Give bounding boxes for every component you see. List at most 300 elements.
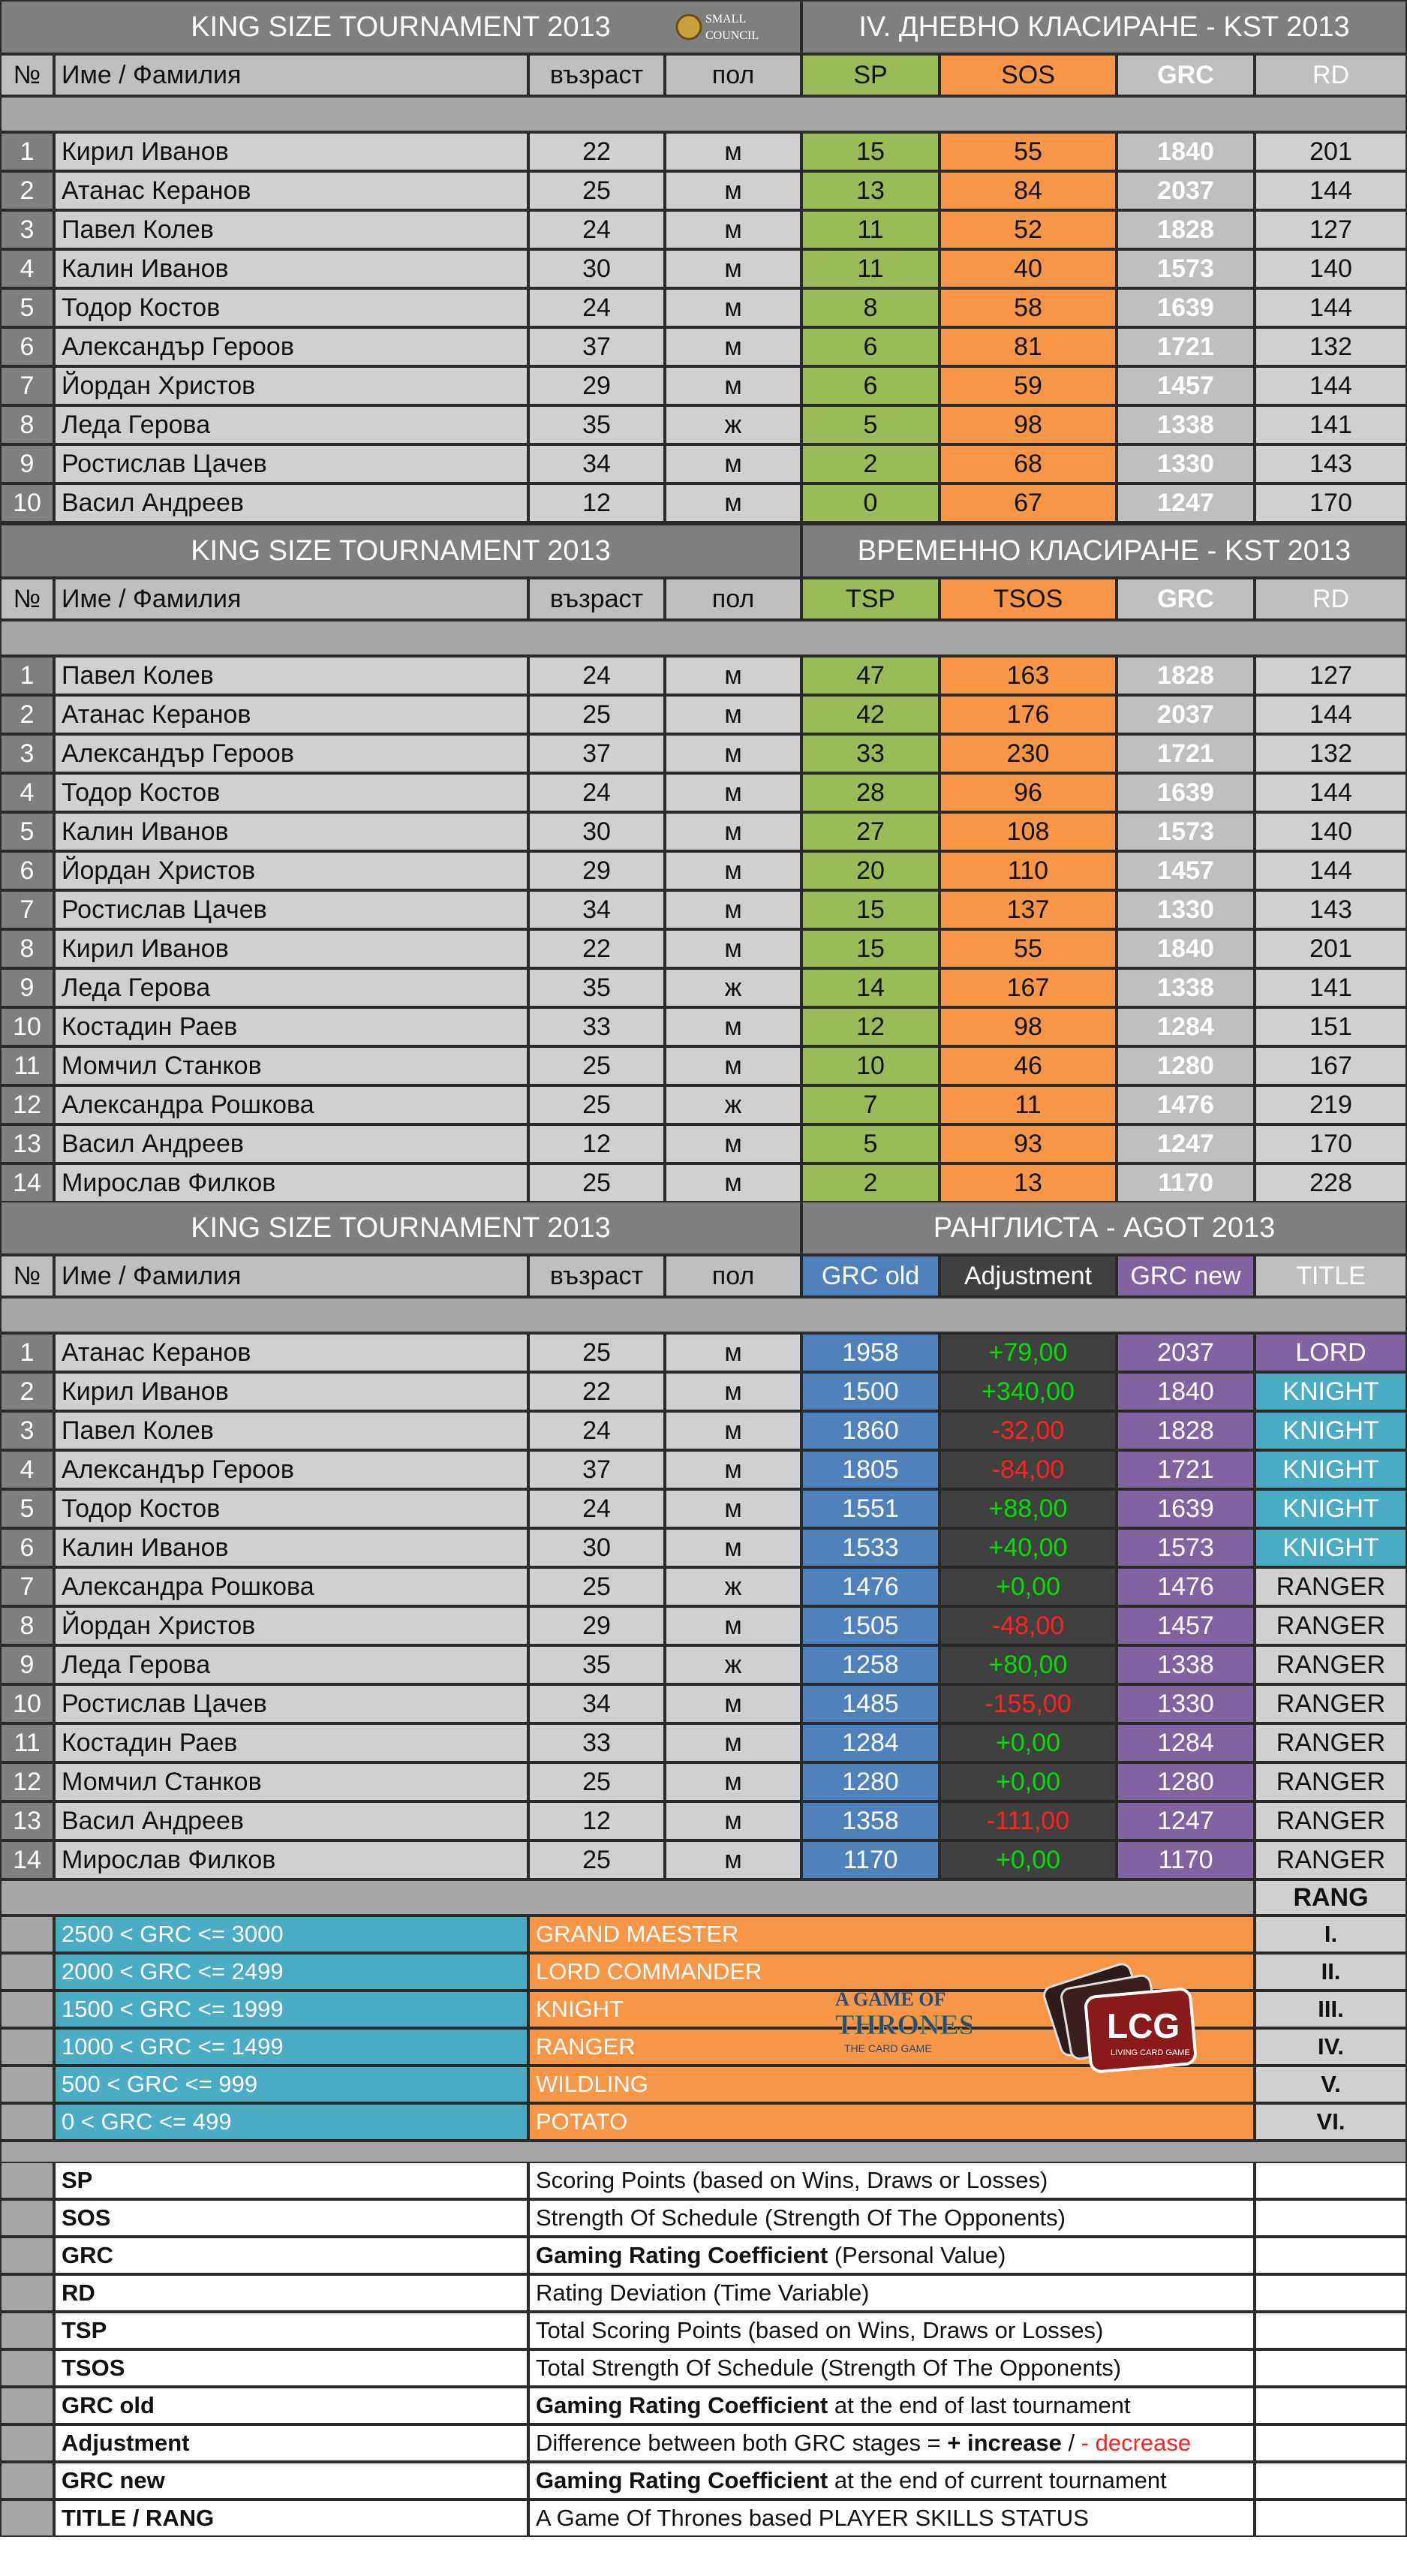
player-name: Момчил Станков	[54, 1762, 528, 1801]
score-a: 20	[801, 851, 940, 890]
player-name: Васил Андреев	[54, 483, 528, 522]
score-b: +88,00	[940, 1489, 1117, 1528]
spacer	[0, 1953, 54, 1991]
table-row	[0, 1085, 1407, 1124]
column-header: №	[0, 1255, 54, 1297]
player-name: Кирил Иванов	[54, 929, 528, 968]
column-header-row	[0, 1255, 1407, 1297]
table-row	[0, 695, 1407, 734]
legend-blank	[1255, 2312, 1407, 2349]
spacer	[0, 2462, 54, 2499]
rank-number: 9	[0, 1645, 54, 1684]
score-c: 1280	[1117, 1762, 1255, 1801]
table-row	[0, 171, 1407, 210]
player-name: Кирил Иванов	[54, 1372, 528, 1411]
score-a: 2	[801, 444, 940, 483]
score-b: 84	[940, 171, 1117, 210]
age: 24	[528, 288, 665, 327]
legend-text: at the end of current tournament	[828, 2467, 1167, 2493]
column-header: SOS	[940, 54, 1117, 96]
legend-separator: /	[1061, 2430, 1081, 2456]
legend-text: (Personal Value)	[828, 2242, 1006, 2268]
legend-table	[0, 2162, 1407, 2576]
score-c: 1330	[1117, 1684, 1255, 1723]
rank-number: 7	[0, 1567, 54, 1606]
score-d: 219	[1255, 1085, 1407, 1124]
score-d: 144	[1255, 851, 1407, 890]
gender: м	[665, 812, 801, 851]
gender: м	[665, 1840, 801, 1879]
rank-numeral: I.	[1255, 1915, 1407, 1953]
rank-number: 7	[0, 890, 54, 929]
table-row	[0, 1489, 1407, 1528]
legend-text: Scoring Points (based on Wins, Draws or Losses)	[536, 2167, 1048, 2193]
score-a: 1284	[801, 1723, 940, 1762]
gender: м	[665, 1762, 801, 1801]
score-a: 1958	[801, 1333, 940, 1372]
column-header-row	[0, 54, 1407, 96]
column-header: GRC old	[801, 1255, 940, 1297]
grc-range: 2000 < GRC <= 2499	[54, 1953, 528, 1991]
player-name: Васил Андреев	[54, 1124, 528, 1163]
age: 37	[528, 1450, 665, 1489]
gender: м	[665, 483, 801, 522]
gender: м	[665, 1333, 801, 1372]
rank-number: 13	[0, 1124, 54, 1163]
player-name: Ростислав Цачев	[54, 444, 528, 483]
score-d: RANGER	[1255, 1684, 1407, 1723]
score-a: 42	[801, 695, 940, 734]
rank-number: 9	[0, 968, 54, 1007]
legend-definition	[528, 2499, 1255, 2537]
score-a: 6	[801, 327, 940, 366]
score-c: 1721	[1117, 327, 1255, 366]
grc-range: 0 < GRC <= 499	[54, 2103, 528, 2141]
rank-number: 6	[0, 327, 54, 366]
legend-term: TSOS	[54, 2349, 528, 2387]
age: 12	[528, 1124, 665, 1163]
table-row	[0, 656, 1407, 695]
grc-range: 1500 < GRC <= 1999	[54, 1991, 528, 2028]
svg-text:SMALL: SMALL	[705, 13, 747, 26]
rank-number: 2	[0, 695, 54, 734]
column-header: възраст	[528, 1255, 665, 1297]
score-d: 228	[1255, 1163, 1407, 1202]
column-header: TSP	[801, 578, 940, 620]
table-row	[0, 327, 1407, 366]
score-b: -111,00	[940, 1801, 1117, 1840]
table-row	[0, 1372, 1407, 1411]
score-b: 108	[940, 812, 1117, 851]
spacer	[0, 2424, 54, 2462]
legend-bold-term: Gaming Rating Coefficient	[536, 2242, 828, 2268]
score-b: 230	[940, 734, 1117, 773]
score-a: 15	[801, 132, 940, 171]
score-c: 1476	[1117, 1567, 1255, 1606]
rank-number: 5	[0, 1489, 54, 1528]
rank-number: 4	[0, 1450, 54, 1489]
player-name: Тодор Костов	[54, 1489, 528, 1528]
column-header: пол	[665, 1255, 801, 1297]
score-d: 132	[1255, 734, 1407, 773]
gender: м	[665, 1489, 801, 1528]
rank-number: 8	[0, 929, 54, 968]
grc-range: 1000 < GRC <= 1499	[54, 2028, 528, 2066]
spacer	[0, 2312, 54, 2349]
svg-text:THE CARD GAME: THE CARD GAME	[844, 2042, 932, 2054]
score-c: 1330	[1117, 890, 1255, 929]
table-row	[0, 929, 1407, 968]
age: 24	[528, 210, 665, 249]
score-d: RANGER	[1255, 1567, 1407, 1606]
legend-term: GRC new	[54, 2462, 528, 2499]
age: 29	[528, 851, 665, 890]
standings-title: IV. ДНЕВНО КЛАСИРАНЕ - KST 2013	[801, 0, 1407, 54]
score-b: +0,00	[940, 1762, 1117, 1801]
tournament-title: KING SIZE TOURNAMENT 2013	[0, 524, 801, 578]
player-name: Атанас Керанов	[54, 171, 528, 210]
spacer	[0, 2387, 54, 2424]
age: 33	[528, 1723, 665, 1762]
spacer	[0, 2066, 54, 2103]
score-a: 15	[801, 929, 940, 968]
score-b: 67	[940, 483, 1117, 522]
score-a: 7	[801, 1085, 940, 1124]
score-b: -32,00	[940, 1411, 1117, 1450]
legend-definition	[528, 2199, 1255, 2237]
rank-number: 2	[0, 171, 54, 210]
legend-definition	[528, 2349, 1255, 2387]
player-name: Ростислав Цачев	[54, 890, 528, 929]
score-c: 2037	[1117, 695, 1255, 734]
svg-text:COUNCIL: COUNCIL	[705, 29, 759, 42]
score-b: +340,00	[940, 1372, 1117, 1411]
score-d: 201	[1255, 132, 1407, 171]
score-d: LORD	[1255, 1333, 1407, 1372]
table-row	[0, 1333, 1407, 1372]
legend-row	[0, 2162, 1407, 2199]
legend-blank	[1255, 2237, 1407, 2274]
score-c: 1828	[1117, 210, 1255, 249]
age: 24	[528, 773, 665, 812]
table-row	[0, 1046, 1407, 1085]
score-a: 5	[801, 405, 940, 444]
spacer	[0, 2028, 54, 2066]
score-b: +80,00	[940, 1645, 1117, 1684]
legend-row	[0, 2312, 1407, 2349]
score-d: 140	[1255, 249, 1407, 288]
legend-blank	[1255, 2462, 1407, 2499]
player-name: Костадин Раев	[54, 1007, 528, 1046]
player-name: Тодор Костов	[54, 288, 528, 327]
table-row	[0, 288, 1407, 327]
age: 34	[528, 444, 665, 483]
legend-term: TITLE / RANG	[54, 2499, 528, 2537]
legend-term: SOS	[54, 2199, 528, 2237]
daily-standings-table	[0, 0, 1407, 517]
score-c: 1573	[1117, 1528, 1255, 1567]
gender: м	[665, 851, 801, 890]
player-name: Тодор Костов	[54, 773, 528, 812]
score-b: 93	[940, 1124, 1117, 1163]
svg-text:A GAME OF: A GAME OF	[835, 1988, 946, 2010]
spacer	[0, 2499, 54, 2537]
player-name: Калин Иванов	[54, 812, 528, 851]
score-c: 1457	[1117, 366, 1255, 405]
legend-text: Total Scoring Points (based on Wins, Draws or Losses)	[536, 2317, 1104, 2343]
score-b: 81	[940, 327, 1117, 366]
score-d: RANGER	[1255, 1801, 1407, 1840]
tournament-title: KING SIZE TOURNAMENT 2013	[0, 1201, 801, 1255]
player-name: Александър Героов	[54, 327, 528, 366]
spacer	[0, 1915, 54, 1953]
age: 25	[528, 1840, 665, 1879]
rank-number: 8	[0, 1606, 54, 1645]
column-header: GRC new	[1117, 1255, 1255, 1297]
score-d: 143	[1255, 444, 1407, 483]
legend-row	[0, 2199, 1407, 2237]
age: 24	[528, 1411, 665, 1450]
gender: м	[665, 1684, 801, 1723]
score-a: 1533	[801, 1528, 940, 1567]
rank-row	[0, 1915, 1407, 1953]
legend-text: Total Strength Of Schedule (Strength Of The Opponents)	[536, 2355, 1122, 2381]
player-name: Калин Иванов	[54, 249, 528, 288]
score-b: 163	[940, 656, 1117, 695]
gender: м	[665, 1007, 801, 1046]
score-a: 10	[801, 1046, 940, 1085]
score-a: 12	[801, 1007, 940, 1046]
score-a: 5	[801, 1124, 940, 1163]
rank-number: 10	[0, 1007, 54, 1046]
score-a: 6	[801, 366, 940, 405]
score-b: 167	[940, 968, 1117, 1007]
age: 25	[528, 1333, 665, 1372]
legend-bold-term: Gaming Rating Coefficient	[536, 2392, 828, 2418]
age: 25	[528, 1762, 665, 1801]
score-d: 144	[1255, 288, 1407, 327]
spacer	[0, 1991, 54, 2028]
score-b: 98	[940, 1007, 1117, 1046]
table-row	[0, 1567, 1407, 1606]
score-b: 68	[940, 444, 1117, 483]
rank-number: 11	[0, 1046, 54, 1085]
score-c: 1476	[1117, 1085, 1255, 1124]
score-c: 1828	[1117, 1411, 1255, 1450]
score-c: 1457	[1117, 1606, 1255, 1645]
score-a: 1505	[801, 1606, 940, 1645]
column-header: RD	[1255, 578, 1407, 620]
legend-term: Adjustment	[54, 2424, 528, 2462]
column-header: Име / Фамилия	[54, 578, 528, 620]
table-row	[0, 1606, 1407, 1645]
rank-number: 5	[0, 288, 54, 327]
age: 25	[528, 1085, 665, 1124]
score-c: 1573	[1117, 812, 1255, 851]
column-header: възраст	[528, 54, 665, 96]
score-c: 1247	[1117, 1801, 1255, 1840]
age: 25	[528, 695, 665, 734]
legend-increase: + increase	[947, 2430, 1062, 2456]
legend-text: Difference between both GRC stages =	[536, 2430, 948, 2456]
player-name: Йордан Христов	[54, 1606, 528, 1645]
score-b: 11	[940, 1085, 1117, 1124]
score-a: 1170	[801, 1840, 940, 1879]
rank-number: 3	[0, 1411, 54, 1450]
column-header: пол	[665, 54, 801, 96]
legend-row	[0, 2499, 1407, 2537]
score-c: 1573	[1117, 249, 1255, 288]
score-a: 33	[801, 734, 940, 773]
score-d: 170	[1255, 483, 1407, 522]
gender: м	[665, 656, 801, 695]
table-row	[0, 1411, 1407, 1450]
gender: м	[665, 1124, 801, 1163]
gender: м	[665, 929, 801, 968]
score-d: RANGER	[1255, 1762, 1407, 1801]
legend-blank	[1255, 2349, 1407, 2387]
rank-number: 10	[0, 483, 54, 522]
age: 12	[528, 1801, 665, 1840]
legend-blank	[1255, 2199, 1407, 2237]
rank-number: 11	[0, 1723, 54, 1762]
gender: м	[665, 1450, 801, 1489]
player-name: Леда Герова	[54, 405, 528, 444]
score-b: 58	[940, 288, 1117, 327]
lcg-logo	[1036, 1952, 1208, 2083]
score-a: 11	[801, 249, 940, 288]
rank-number: 1	[0, 1333, 54, 1372]
spacer	[0, 1297, 1407, 1333]
rank-number: 3	[0, 210, 54, 249]
legend-row	[0, 2274, 1407, 2312]
gender: м	[665, 773, 801, 812]
score-c: 1247	[1117, 1124, 1255, 1163]
legend-row	[0, 2387, 1407, 2424]
rank-number: 4	[0, 773, 54, 812]
score-c: 1721	[1117, 734, 1255, 773]
gender: м	[665, 890, 801, 929]
age: 29	[528, 366, 665, 405]
gender: ж	[665, 405, 801, 444]
rank-number: 14	[0, 1840, 54, 1879]
score-d: KNIGHT	[1255, 1411, 1407, 1450]
score-a: 0	[801, 483, 940, 522]
score-d: KNIGHT	[1255, 1372, 1407, 1411]
score-a: 1280	[801, 1762, 940, 1801]
age: 37	[528, 734, 665, 773]
table-row	[0, 444, 1407, 483]
score-d: 167	[1255, 1046, 1407, 1085]
age: 12	[528, 483, 665, 522]
score-c: 1840	[1117, 929, 1255, 968]
score-d: RANGER	[1255, 1606, 1407, 1645]
spacer-row	[0, 620, 1407, 656]
score-a: 1476	[801, 1567, 940, 1606]
column-header: №	[0, 54, 54, 96]
score-b: 59	[940, 366, 1117, 405]
gender: м	[665, 1723, 801, 1762]
score-b: +0,00	[940, 1723, 1117, 1762]
score-d: RANGER	[1255, 1645, 1407, 1684]
spacer	[0, 620, 1407, 656]
rank-title: POTATO	[528, 2103, 1255, 2141]
age: 22	[528, 132, 665, 171]
rank-number: 3	[0, 734, 54, 773]
rank-numeral: IV.	[1255, 2028, 1407, 2066]
score-b: 13	[940, 1163, 1117, 1202]
rank-number: 10	[0, 1684, 54, 1723]
score-b: 46	[940, 1046, 1117, 1085]
score-a: 47	[801, 656, 940, 695]
spacer-row	[0, 96, 1407, 132]
standings-title: РАНГЛИСТА - AGOT 2013	[801, 1201, 1407, 1255]
gender: м	[665, 1046, 801, 1085]
age: 37	[528, 327, 665, 366]
score-d: 127	[1255, 210, 1407, 249]
legend-term: SP	[54, 2162, 528, 2199]
legend-definition	[528, 2237, 1255, 2274]
age: 34	[528, 1684, 665, 1723]
table-row	[0, 405, 1407, 444]
score-a: 1358	[801, 1801, 940, 1840]
gender: м	[665, 1606, 801, 1645]
column-header: TSOS	[940, 578, 1117, 620]
legend-definition	[528, 2462, 1255, 2499]
column-header: GRC	[1117, 54, 1255, 96]
score-a: 1551	[801, 1489, 940, 1528]
rank-number: 5	[0, 812, 54, 851]
age: 22	[528, 929, 665, 968]
score-a: 1258	[801, 1645, 940, 1684]
score-d: 141	[1255, 405, 1407, 444]
age: 30	[528, 1528, 665, 1567]
rank-title: KNIGHT	[528, 1991, 1255, 2028]
table-row	[0, 210, 1407, 249]
legend-text: at the end of last tournament	[828, 2392, 1131, 2418]
player-name: Леда Герова	[54, 1645, 528, 1684]
legend-text: Strength Of Schedule (Strength Of The Opponents)	[536, 2204, 1066, 2231]
gender: ж	[665, 1567, 801, 1606]
gender: м	[665, 132, 801, 171]
rank-numeral: II.	[1255, 1953, 1407, 1991]
rank-title: LORD COMMANDER	[528, 1953, 1255, 1991]
table-row	[0, 1007, 1407, 1046]
table-row	[0, 812, 1407, 851]
spacer	[0, 1879, 1255, 1915]
age: 35	[528, 405, 665, 444]
score-c: 1639	[1117, 773, 1255, 812]
table-row	[0, 890, 1407, 929]
score-c: 1338	[1117, 1645, 1255, 1684]
gender: м	[665, 1411, 801, 1450]
score-d: 151	[1255, 1007, 1407, 1046]
gender: м	[665, 695, 801, 734]
rank-number: 4	[0, 249, 54, 288]
rank-numeral: V.	[1255, 2066, 1407, 2103]
score-b: 52	[940, 210, 1117, 249]
gender: м	[665, 249, 801, 288]
legend-blank	[1255, 2387, 1407, 2424]
rank-numeral: III.	[1255, 1991, 1407, 2028]
table-row	[0, 1124, 1407, 1163]
rank-number: 6	[0, 851, 54, 890]
score-a: 11	[801, 210, 940, 249]
score-c: 2037	[1117, 171, 1255, 210]
score-b: -155,00	[940, 1684, 1117, 1723]
score-d: 141	[1255, 968, 1407, 1007]
spacer	[0, 96, 1407, 132]
